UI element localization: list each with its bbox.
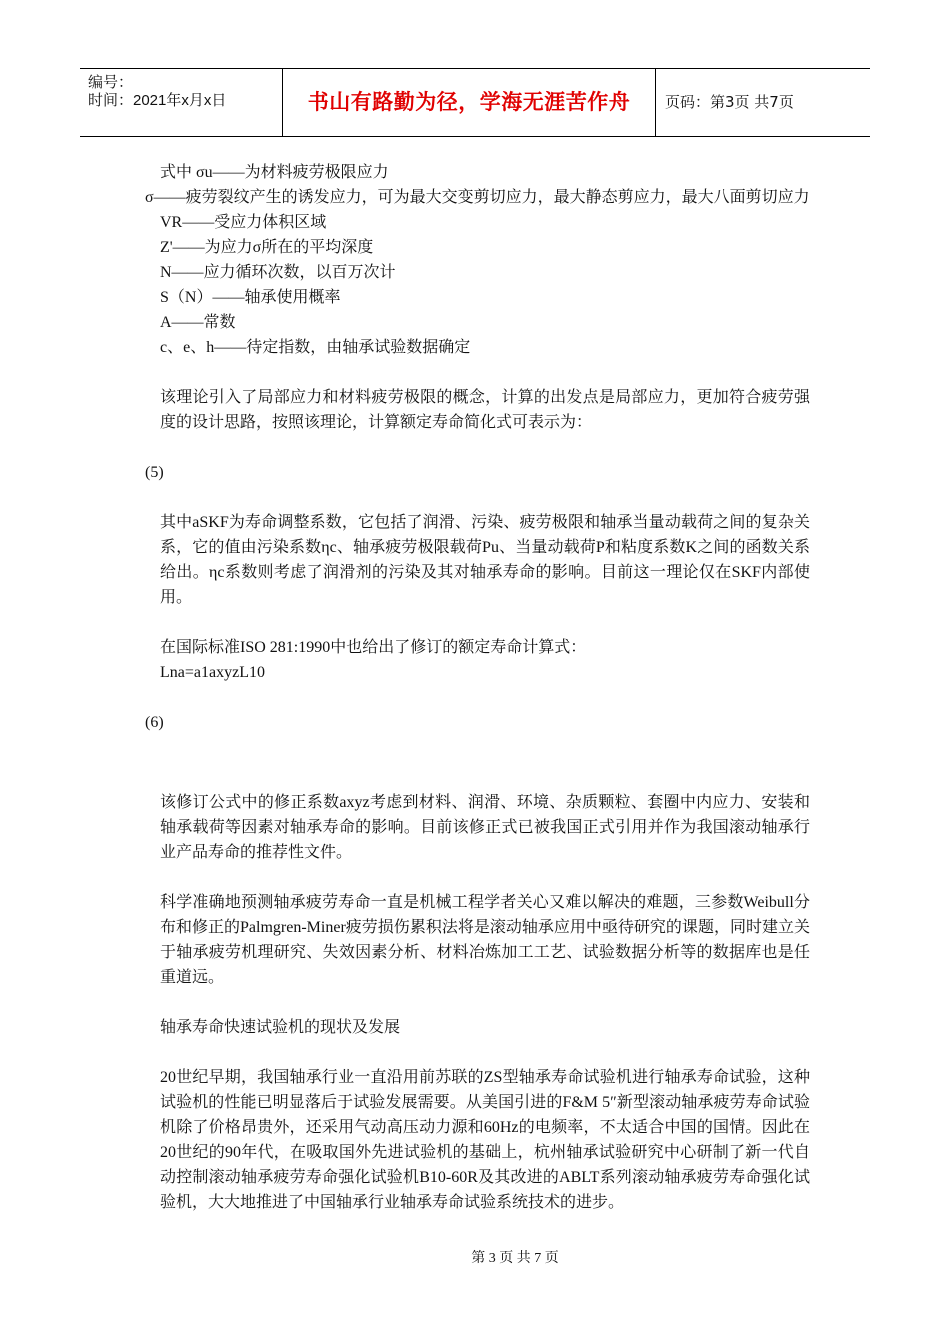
page-header <box>80 68 870 137</box>
def-line-3: VR——受应力体积区域 <box>160 214 327 231</box>
section-heading: 轴承寿命快速试验机的现状及发展 <box>160 1019 401 1036</box>
header-motto: 书山有路勤为径，学海无涯苦作舟 <box>283 69 656 136</box>
def-line-4: Z'——为应力σ所在的平均深度 <box>160 239 374 256</box>
document-body <box>145 160 810 1215</box>
number-label: 编号： <box>88 74 134 91</box>
paragraph-2: 其中aSKF为寿命调整系数，它包括了润滑、污染、疲劳极限和轴承当量动载荷之间的复杂关系，它的值由污染系数ηc、轴承疲劳极限载荷Pu、当量动载荷P和粘度系数K之间的函数关系给出。ηc系数则考虑了润滑剂的污染及其对轴承寿命的影响。目前这一理论仅在SKF内部使用。 <box>160 514 810 606</box>
def-line-8: c、e、h——待定指数，由轴承试验数据确定 <box>160 339 471 356</box>
formula-lna: Lna=a1axyzL10 <box>160 664 265 681</box>
def-line-7: A——常数 <box>160 314 236 331</box>
def-line-1: 式中 σu——为材料疲劳极限应力 <box>160 164 389 181</box>
equation-6-number: (6) <box>145 714 164 731</box>
date-label: 时间：2021年x月x日 <box>88 92 227 109</box>
equation-5-number: (5) <box>145 464 164 481</box>
header-page-label: 页码：第3页 共7页 <box>665 93 794 111</box>
header-meta-cell <box>80 69 283 136</box>
paragraph-5: 科学准确地预测轴承疲劳寿命一直是机械工程学者关心又难以解决的难题，三参数Weibull分布和修正的Palmgren-Miner疲劳损伤累积法将是滚动轴承应用中亟待研究的课题，同时建立关于轴承疲劳机理研究、失效因素分析、材料冶炼加工工艺、试验数据分析等的数据库也是任重道远。 <box>160 894 810 986</box>
paragraph-1: 该理论引入了局部应力和材料疲劳极限的概念，计算的出发点是局部应力，更加符合疲劳强度的设计思路，按照该理论，计算额定寿命简化式可表示为： <box>160 389 810 431</box>
page-footer: 第 3 页 共 7 页 <box>471 1251 559 1266</box>
paragraph-4: 该修订公式中的修正系数axyz考虑到材料、润滑、环境、杂质颗粒、套圈中内应力、安装和轴承载荷等因素对轴承寿命的影响。目前该修正式已被我国正式引用并作为我国滚动轴承行业产品寿命的推荐性文件。 <box>160 794 810 861</box>
paragraph-6: 20世纪早期，我国轴承行业一直沿用前苏联的ZS型轴承寿命试验机进行轴承寿命试验，这种试验机的性能已明显落后于试验发展需要。从美国引进的F&M 5″新型滚动轴承疲劳寿命试验机除了价格昂贵外，还采用气动高压动力源和60Hz的电频率，不太适合中国的国情。因此在20世纪的90年代，在吸取国外先进试验机的基础上，杭州轴承试验研究中心研制了新一代自动控制滚动轴承疲劳寿命强化试验机B10-60R及其改进的ABLT系列滚动轴承疲劳寿命强化试验机，大大地推进了中国轴承行业轴承寿命试验系统技术的进步。 <box>160 1069 810 1211</box>
def-line-6: S（N）——轴承使用概率 <box>160 289 341 306</box>
def-line-5: N——应力循环次数，以百万次计 <box>160 264 396 281</box>
paragraph-3: 在国际标准ISO 281:1990中也给出了修订的额定寿命计算式： <box>160 639 587 656</box>
def-line-2: σ——疲劳裂纹产生的诱发应力，可为最大交变剪切应力，最大静态剪应力，最大八面剪切应力 <box>145 189 810 206</box>
